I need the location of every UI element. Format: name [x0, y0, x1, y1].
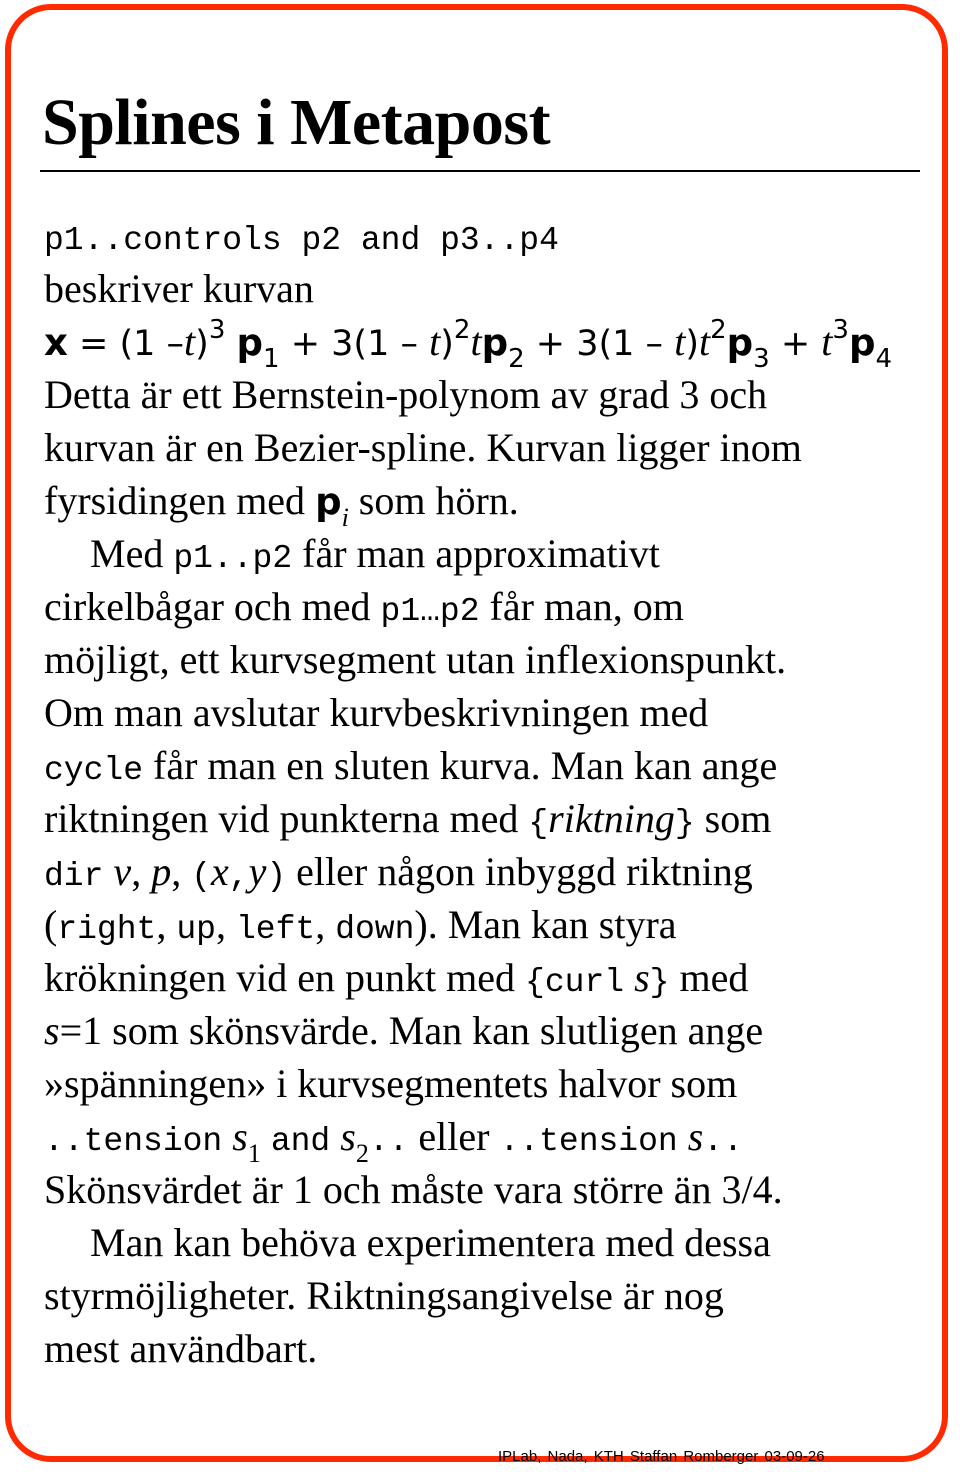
code-up: up — [176, 911, 216, 948]
line-18: ..tension $s_1$ and $s_2$.. eller ..tension s.. — [44, 1114, 743, 1168]
code-dir: dir — [44, 858, 104, 895]
line-17: »spänningen» i kurvsegmentets halvor som — [44, 1061, 738, 1106]
line-11: cycle får man en sluten kurva. Man kan ange — [44, 743, 778, 789]
bezier-equation: x = (1 –t)$^3$ $p_1 + 3(1 - t)^2tp_2 + 3(1 - t)t^2p_3 + t^3p_4$ — [44, 315, 893, 374]
code-tension-1: ..tension — [44, 1123, 223, 1160]
code-p1-p2: p1..p2 — [173, 540, 293, 577]
line-19: Skönsvärdet är 1 och måste vara större än 3/4. — [44, 1167, 783, 1212]
line-14: (right, up, left, down). Man kan styra — [44, 902, 677, 948]
code-p1-ellipsis-p2: p1…p2 — [380, 593, 480, 630]
line-6: fyrsidingen med $p_i$ som hörn. — [44, 478, 519, 532]
line-2: beskriver kurvan — [44, 266, 314, 311]
line-22: mest användbart. — [44, 1326, 318, 1371]
slide-body — [44, 209, 934, 1375]
code-curl: {curl — [525, 964, 625, 1001]
line-5: kurvan är en Bezier-spline. Kurvan ligger inom — [44, 425, 802, 470]
line-21: styrmöjligheter. Riktningsangivelse är nog — [44, 1273, 724, 1318]
line-7: Med p1..p2 får man approximativt — [90, 531, 660, 577]
line-8: cirkelbågar och med p1…p2 får man, om — [44, 584, 684, 630]
footer-credit: IPLab, Nada, KTH Staffan Romberger 03-09-26 — [498, 1448, 825, 1465]
line-16: s=1 som skönsvärde. Man kan slutligen ange — [44, 1008, 764, 1053]
slide-title: Splines i Metapost — [42, 86, 551, 159]
line-1 — [44, 209, 934, 262]
code-left: left — [235, 911, 316, 948]
code-tension-2: ..tension — [499, 1123, 678, 1160]
line-13: dir v, p, (x,y) eller någon inbyggd riktning — [44, 849, 753, 895]
line-10: Om man avslutar kurvbeskrivningen med — [44, 690, 709, 735]
title-underline — [40, 170, 920, 172]
code-right: right — [57, 911, 157, 948]
code-down: down — [335, 911, 415, 948]
code-controls: p1..controls p2 and p3..p4 — [44, 222, 559, 259]
line-15: krökningen vid en punkt med {curl s} med — [44, 955, 749, 1001]
line-20: Man kan behöva experimentera med dessa — [90, 1220, 771, 1265]
line-4: Detta är ett Bernstein-polynom av grad 3 och — [44, 372, 768, 417]
code-cycle: cycle — [44, 752, 144, 789]
line-12: riktningen vid punkterna med {riktning} som — [44, 796, 772, 842]
line-9: möjligt, ett kurvsegment utan inflexionspunkt. — [44, 637, 787, 682]
